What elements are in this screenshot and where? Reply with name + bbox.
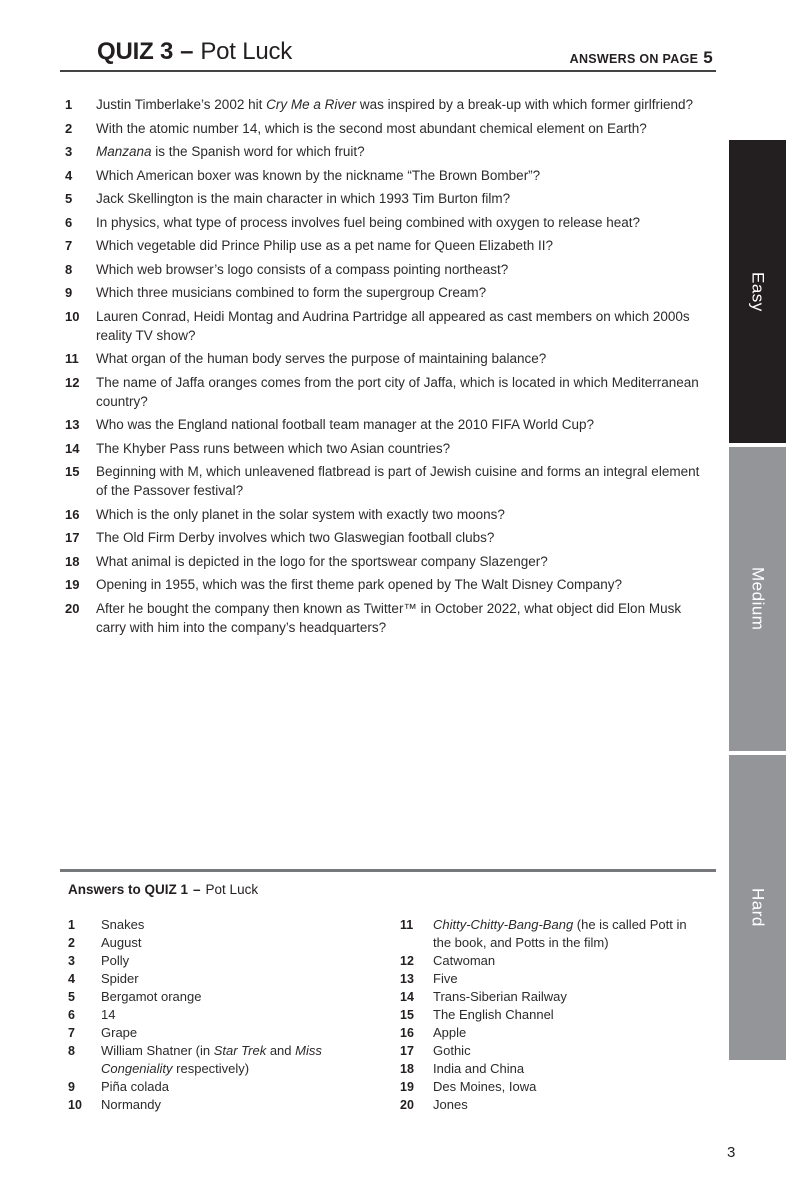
question-number: 15 (65, 464, 80, 479)
difficulty-tab (729, 140, 786, 443)
question-item (65, 552, 715, 571)
answer-number: 7 (68, 1026, 75, 1040)
question-text: Opening in 1955, which was the first theme park opened by The Walt Disney Company? (96, 577, 623, 592)
answer-item (68, 952, 388, 970)
answers-ref-text: ANSWERS ON PAGE (569, 52, 699, 66)
question-text: What animal is depicted in the logo for the sportswear company Slazenger? (96, 553, 548, 569)
question-item (65, 599, 715, 637)
question-text: With the atomic number 14, which is the second most abundant chemical element on Earth? (96, 120, 647, 136)
answer-text: Chitty-Chitty-Bang-Bang (he is called Pott in the book, and Potts in the film) (433, 917, 687, 950)
question-number: 3 (65, 144, 73, 159)
question-number: 17 (65, 530, 80, 545)
title-dash: – (180, 38, 194, 65)
answer-number: 4 (68, 972, 75, 986)
answer-text: Catwoman (433, 953, 496, 968)
answers-heading-dash: – (193, 882, 201, 897)
answer-text: Des Moines, Iowa (433, 1079, 537, 1094)
answer-item (68, 934, 388, 952)
question-text: Which vegetable did Prince Philip use as a pet name for Queen Elizabeth II? (96, 238, 554, 253)
question-number: 19 (65, 577, 80, 592)
answer-text: Snakes (101, 917, 145, 932)
answer-text: Five (433, 971, 458, 986)
question-text: Beginning with M, which unleavened flatbread is part of Jewish cuisine and forms an integral element of the Passover festival? (96, 464, 700, 498)
question-item (65, 119, 715, 138)
answer-number: 12 (400, 954, 414, 968)
answer-item (400, 1060, 730, 1078)
answer-number: 5 (68, 990, 75, 1004)
answer-number: 1 (68, 918, 75, 932)
answer-item (68, 988, 388, 1006)
answer-item (400, 1078, 730, 1096)
question-text: The name of Jaffa oranges comes from the port city of Jaffa, which is located in which Mediterranean country? (96, 374, 699, 409)
answer-text: Bergamot orange (101, 989, 202, 1004)
question-number: 6 (65, 214, 73, 230)
answer-item (68, 916, 388, 934)
question-item (65, 462, 715, 500)
answers-column-right (400, 916, 730, 1114)
answer-item (400, 916, 730, 952)
question-item (65, 349, 715, 368)
question-number: 2 (65, 120, 73, 136)
question-item (65, 236, 715, 255)
answer-item (400, 1024, 730, 1042)
answer-number: 8 (68, 1044, 75, 1058)
answer-number: 2 (68, 936, 75, 950)
question-text: Which is the only planet in the solar system with exactly two moons? (96, 506, 505, 522)
question-item (65, 505, 715, 524)
answer-text: William Shatner (in Star Trek and Miss Congeniality respectively) (101, 1043, 322, 1076)
answer-number: 17 (400, 1044, 414, 1058)
answer-text: Gothic (433, 1043, 471, 1058)
answer-number: 13 (400, 972, 414, 986)
answer-item (68, 1024, 388, 1042)
answer-text: Normandy (101, 1097, 161, 1112)
question-item (65, 439, 715, 458)
question-number: 13 (65, 417, 80, 432)
answer-number: 20 (400, 1098, 414, 1112)
question-number: 10 (65, 308, 80, 324)
question-text: The Old Firm Derby involves which two Glaswegian football clubs? (96, 530, 495, 545)
answer-text: August (101, 935, 142, 950)
answer-item (400, 1042, 730, 1060)
question-number: 16 (65, 506, 80, 522)
question-item (65, 528, 715, 547)
question-item (65, 575, 715, 594)
answers-section-heading (68, 882, 258, 897)
question-number: 5 (65, 191, 73, 206)
answer-text: Piña colada (101, 1079, 169, 1094)
answer-item (400, 970, 730, 988)
question-number: 7 (65, 238, 73, 253)
header-rule (60, 70, 716, 72)
question-text: Justin Timberlake’s 2002 hit Cry Me a River was inspired by a break-up with which former girlfriend? (96, 97, 694, 112)
question-item (65, 95, 715, 114)
question-number: 9 (65, 285, 73, 300)
answer-text: Apple (433, 1025, 467, 1040)
question-text: Lauren Conrad, Heidi Montag and Audrina Partridge all appeared as cast members on which 2000s reality TV show? (96, 308, 690, 343)
question-item (65, 260, 715, 279)
answer-number: 16 (400, 1026, 414, 1040)
quiz-number-label: QUIZ 3 (97, 38, 174, 65)
answer-item (400, 988, 730, 1006)
question-number: 18 (65, 553, 80, 569)
question-item (65, 373, 715, 411)
question-text: After he bought the company then known as Twitter™ in October 2022, what object did Elon Musk carry with him into the company’s headquarters? (96, 600, 682, 635)
answers-page-reference (570, 48, 713, 68)
difficulty-tab-rail (729, 0, 786, 1200)
answer-number: 19 (400, 1080, 414, 1094)
answer-text: 14 (101, 1007, 116, 1022)
answer-number: 9 (68, 1080, 75, 1094)
answer-item (68, 970, 388, 988)
difficulty-tab-label: Easy (748, 271, 768, 312)
difficulty-tab-label: Medium (748, 567, 768, 631)
answer-number: 18 (400, 1062, 414, 1076)
question-number: 14 (65, 440, 80, 456)
question-number: 8 (65, 261, 73, 277)
question-item (65, 166, 715, 185)
question-number: 20 (65, 600, 80, 616)
answers-heading-topic: Pot Luck (205, 882, 259, 897)
answer-text: Jones (433, 1097, 468, 1112)
answer-number: 3 (68, 954, 75, 968)
answer-item (68, 1006, 388, 1024)
question-text: In physics, what type of process involves fuel being combined with oxygen to release heat? (96, 214, 641, 230)
question-number: 12 (65, 374, 80, 390)
question-text: What organ of the human body serves the purpose of maintaining balance? (96, 351, 547, 366)
answer-text: The English Channel (433, 1007, 554, 1022)
page-title (97, 38, 292, 66)
question-number: 11 (65, 351, 79, 366)
answer-item (68, 1078, 388, 1096)
question-item (65, 142, 715, 161)
answer-item (400, 1096, 730, 1114)
answer-item (400, 1006, 730, 1024)
question-text: Which three musicians combined to form the supergroup Cream? (96, 285, 487, 300)
answer-item (400, 952, 730, 970)
difficulty-tab (729, 755, 786, 1060)
answers-column-left (68, 916, 388, 1114)
difficulty-tab (729, 447, 786, 751)
question-text: Who was the England national football team manager at the 2010 FIFA World Cup? (96, 417, 595, 432)
answer-text: Polly (101, 953, 130, 968)
answers-section-rule (60, 869, 716, 872)
question-text: Which web browser’s logo consists of a compass pointing northeast? (96, 261, 509, 277)
question-item (65, 189, 715, 208)
answer-text: Grape (101, 1025, 138, 1040)
question-number: 1 (65, 97, 73, 112)
answers-heading-bold: Answers to QUIZ 1 (68, 882, 189, 897)
answer-text: India and China (433, 1061, 525, 1076)
question-text: The Khyber Pass runs between which two Asian countries? (96, 440, 451, 456)
answer-number: 11 (400, 918, 414, 932)
answer-text: Trans-Siberian Railway (433, 989, 567, 1004)
question-list (65, 95, 715, 641)
answer-text: Spider (101, 971, 139, 986)
answer-number: 14 (400, 990, 414, 1004)
question-text: Manzana is the Spanish word for which fruit? (96, 144, 365, 159)
question-text: Which American boxer was known by the nickname “The Brown Bomber”? (96, 167, 541, 183)
answer-number: 15 (400, 1008, 414, 1022)
answer-number: 6 (68, 1008, 75, 1022)
question-item (65, 415, 715, 434)
page-number: 3 (727, 1144, 736, 1161)
answer-item (68, 1042, 388, 1078)
question-item (65, 283, 715, 302)
quiz-topic-label: Pot Luck (200, 38, 293, 65)
question-text: Jack Skellington is the main character in which 1993 Tim Burton film? (96, 191, 511, 206)
difficulty-tab-label: Hard (748, 888, 768, 927)
question-item (65, 213, 715, 232)
question-item (65, 307, 715, 345)
answer-item (68, 1096, 388, 1114)
answers-ref-page-number: 5 (703, 48, 713, 67)
question-number: 4 (65, 167, 73, 183)
answer-number: 10 (68, 1098, 82, 1112)
